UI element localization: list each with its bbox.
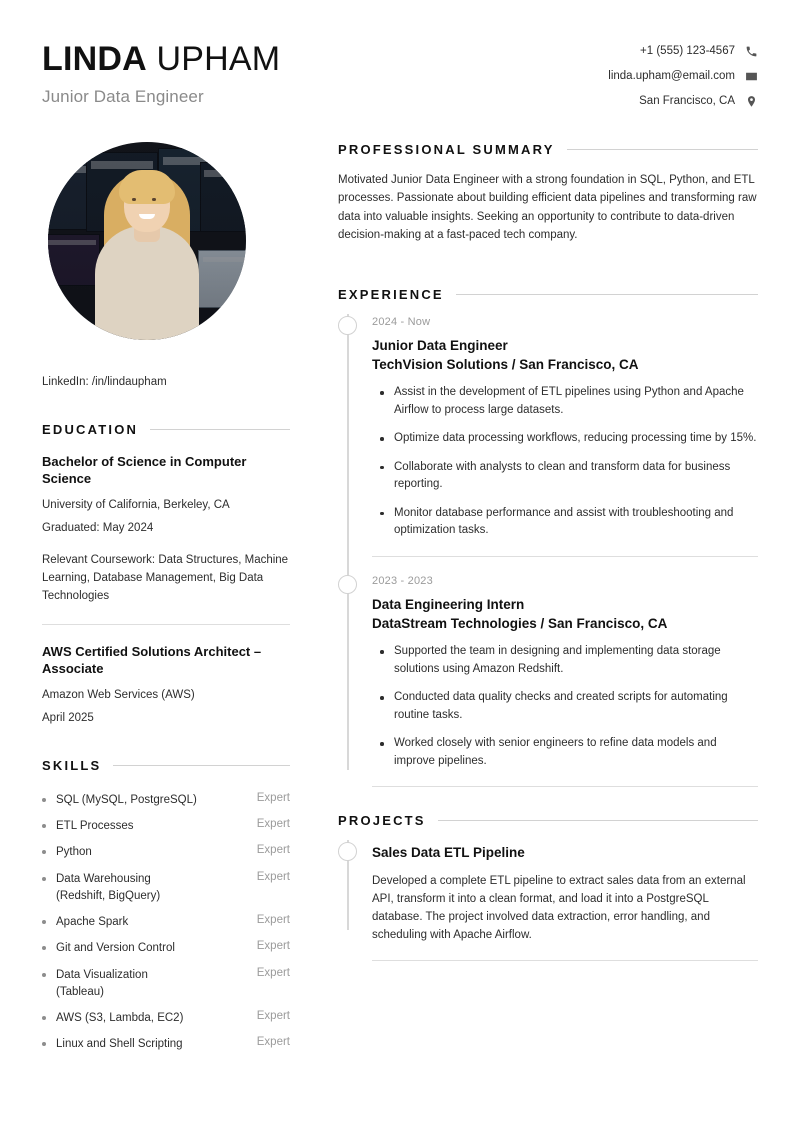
education-date: Graduated: May 2024 bbox=[42, 522, 154, 535]
projects-section bbox=[338, 813, 758, 961]
experience-timeline bbox=[338, 302, 758, 771]
skill-name: Apache Spark bbox=[56, 916, 129, 928]
project-description: Developed a complete ETL pipeline to extract sales data from an external API, transform it into a clean format, and load it into a PostgreSQL database. The project involved data extraction, error handling, and scheduling with Apache Airflow. bbox=[372, 875, 746, 941]
bullet-icon bbox=[42, 946, 46, 950]
skill-level: Expert bbox=[256, 844, 290, 857]
experience-role: Data Engineering Intern bbox=[372, 596, 525, 612]
envelope-icon bbox=[744, 69, 758, 83]
experience-bullets bbox=[372, 643, 758, 770]
list-item bbox=[42, 936, 290, 962]
experience-date: 2024 - Now bbox=[372, 315, 431, 328]
avatar-image bbox=[48, 142, 246, 340]
list-item bbox=[42, 1006, 290, 1032]
list-item: Monitor database performance and assist with troubleshooting and optimization tasks. bbox=[372, 505, 758, 540]
resume-body bbox=[42, 142, 758, 1058]
list-item bbox=[42, 910, 290, 936]
project-title: Sales Data ETL Pipeline bbox=[372, 845, 525, 861]
education-degree: AWS Certified Solutions Architect – Associate bbox=[42, 643, 262, 676]
list-item: Optimize data processing workflows, reducing processing time by 15%. bbox=[372, 430, 758, 447]
skill-level: Expert bbox=[256, 1010, 290, 1022]
bullet-icon bbox=[42, 1042, 46, 1046]
timeline-dot-icon bbox=[338, 842, 357, 861]
experience-role: Junior Data Engineer bbox=[372, 337, 508, 353]
summary-heading bbox=[338, 142, 758, 157]
phone-icon bbox=[744, 44, 758, 58]
skill-name: Data Visualization (Tableau) bbox=[56, 968, 148, 998]
avatar bbox=[48, 142, 246, 340]
skill-name: SQL (MySQL, PostgreSQL) bbox=[56, 793, 197, 806]
location-pin-icon bbox=[744, 94, 758, 108]
education-item bbox=[42, 624, 290, 724]
skill-name: Linux and Shell Scripting bbox=[56, 1038, 183, 1051]
section-divider bbox=[372, 960, 758, 961]
list-item: Worked closely with senior engineers to refine data models and improve pipelines. bbox=[372, 735, 758, 770]
skill-level: Expert bbox=[256, 966, 290, 979]
summary-text: Motivated Junior Data Engineer with a strong foundation in SQL, Python, and ETL processes. Passionate about building efficient data pipelines and transforming raw data into valuable insights. Seeking an opportunity to contribute to data-driven decision-making at a fast-paced tech company. bbox=[338, 174, 757, 242]
bullet-icon bbox=[42, 1016, 46, 1020]
skills-list bbox=[42, 787, 290, 1058]
education-section bbox=[42, 422, 290, 724]
bullet-icon bbox=[42, 877, 46, 881]
list-item bbox=[42, 962, 290, 1006]
heading-rule bbox=[438, 820, 758, 821]
section-divider bbox=[372, 786, 758, 787]
experience-heading-text: EXPERIENCE bbox=[338, 286, 444, 302]
experience-date: 2023 - 2023 bbox=[372, 574, 433, 587]
contact-list bbox=[608, 38, 758, 108]
summary-heading-text: PROFESSIONAL SUMMARY bbox=[338, 142, 555, 157]
education-coursework: Relevant Coursework: Data Structures, Machine Learning, Database Management, Big Data Technologies bbox=[42, 554, 289, 603]
linkedin-handle[interactable]: LinkedIn: /in/lindaupham bbox=[42, 376, 167, 388]
skill-name: Python bbox=[56, 846, 92, 859]
heading-rule bbox=[456, 294, 758, 295]
skill-level: Expert bbox=[256, 818, 290, 830]
job-title: Junior Data Engineer bbox=[42, 87, 204, 107]
contact-location bbox=[608, 94, 758, 108]
list-item bbox=[42, 787, 290, 813]
bullet-icon bbox=[42, 798, 46, 802]
experience-bullets bbox=[372, 384, 758, 539]
skill-level: Expert bbox=[256, 914, 290, 926]
skill-name: Data Warehousing (Redshift, BigQuery) bbox=[56, 872, 161, 902]
skill-level: Expert bbox=[256, 791, 290, 804]
bullet-icon bbox=[42, 850, 46, 854]
heading-rule bbox=[113, 765, 290, 766]
resume-header bbox=[42, 0, 758, 108]
bullet-icon bbox=[42, 824, 46, 828]
contact-location-text: San Francisco, CA bbox=[639, 95, 735, 107]
experience-item bbox=[372, 556, 758, 771]
education-heading bbox=[42, 422, 290, 437]
left-column bbox=[42, 142, 290, 1058]
list-item: Conducted data quality checks and created scripts for automating routine tasks. bbox=[372, 689, 758, 724]
projects-heading bbox=[338, 813, 758, 828]
education-item bbox=[42, 437, 290, 606]
education-school: Amazon Web Services (AWS) bbox=[42, 689, 195, 702]
experience-org: TechVision Solutions / San Francisco, CA bbox=[372, 356, 639, 372]
skill-level: Expert bbox=[256, 940, 290, 953]
skill-level: Expert bbox=[256, 870, 290, 883]
first-name: LINDA bbox=[42, 40, 147, 78]
page-title bbox=[42, 40, 280, 78]
right-column bbox=[290, 142, 758, 961]
heading-rule bbox=[150, 429, 290, 430]
bullet-icon bbox=[42, 920, 46, 924]
list-item bbox=[42, 814, 290, 840]
list-item: Supported the team in designing and implementing data storage solutions using Amazon Redshift. bbox=[372, 643, 758, 678]
bullet-icon bbox=[42, 973, 46, 977]
list-item bbox=[42, 866, 290, 910]
education-degree: Bachelor of Science in Computer Science bbox=[42, 454, 247, 487]
skills-section bbox=[42, 758, 290, 1058]
experience-item bbox=[372, 302, 758, 540]
timeline-dot-icon bbox=[338, 316, 357, 335]
education-school: University of California, Berkeley, CA bbox=[42, 499, 230, 512]
projects-heading-text: PROJECTS bbox=[338, 813, 426, 829]
summary-section bbox=[338, 142, 758, 245]
name-block bbox=[42, 38, 280, 107]
list-item: Assist in the development of ETL pipelines using Python and Apache Airflow to process large datasets. bbox=[372, 384, 758, 419]
heading-rule bbox=[567, 149, 758, 150]
skill-name: Git and Version Control bbox=[56, 942, 175, 955]
list-item bbox=[42, 1032, 290, 1058]
skills-heading bbox=[42, 758, 290, 773]
projects-timeline bbox=[338, 828, 758, 944]
skills-heading-text: SKILLS bbox=[42, 758, 102, 774]
contact-phone-text: +1 (555) 123-4567 bbox=[640, 45, 735, 57]
education-date: April 2025 bbox=[42, 712, 94, 725]
contact-email[interactable] bbox=[608, 69, 758, 83]
education-heading-text: EDUCATION bbox=[42, 422, 139, 437]
list-item: Collaborate with analysts to clean and transform data for business reporting. bbox=[372, 459, 758, 494]
contact-phone[interactable] bbox=[608, 44, 758, 58]
experience-section bbox=[338, 287, 758, 788]
experience-org: DataStream Technologies / San Francisco, CA bbox=[372, 615, 668, 631]
skill-level: Expert bbox=[256, 1036, 290, 1049]
skill-name: ETL Processes bbox=[56, 820, 134, 832]
skill-name: AWS (S3, Lambda, EC2) bbox=[56, 1012, 184, 1024]
experience-heading bbox=[338, 287, 758, 302]
project-item bbox=[372, 828, 758, 944]
last-name: UPHAM bbox=[156, 40, 281, 78]
list-item bbox=[42, 840, 290, 866]
timeline-dot-icon bbox=[338, 575, 357, 594]
contact-email-text: linda.upham@email.com bbox=[608, 70, 735, 82]
